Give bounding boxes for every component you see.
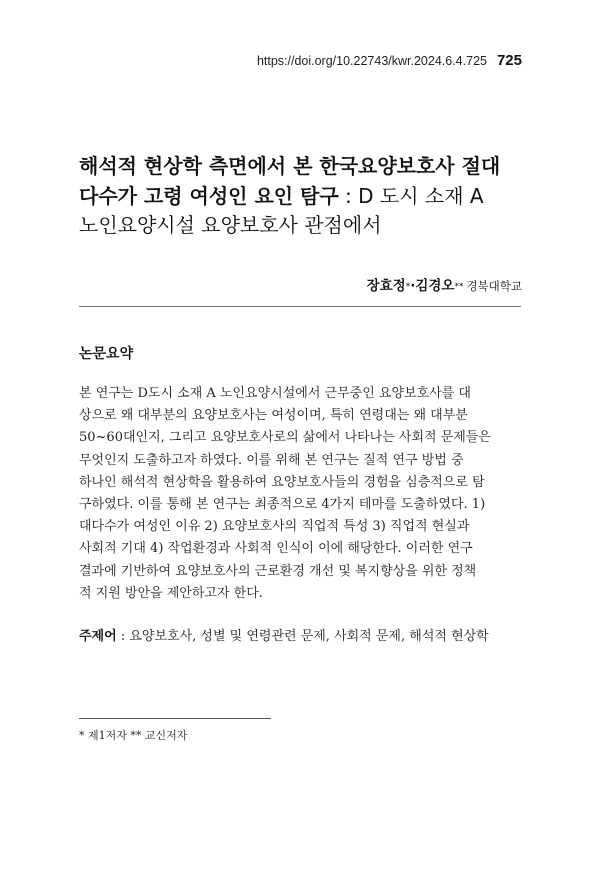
author-affiliation: 경북대학교 [466,279,522,293]
abstract-body [79,383,522,605]
author-separator: · [410,278,416,294]
keywords-text: : 요양보호사, 성별 및 연령관련 문제, 사회적 문제, 해석적 현상학 [116,629,489,644]
doi-link[interactable]: https://doi.org/10.22743/kwr.2024.6.4.725 [256,54,487,68]
abstract-line: 무엇인지 도출하고자 하였다. 이를 위해 본 연구는 질적 연구 방법 중 [79,452,464,468]
page-header [257,52,522,69]
abstract-line: 사회적 기대 4) 작업환경과 사회적 인식이 이에 해당한다. 이러한 연구 [79,541,473,557]
page-number: 725 [496,52,522,69]
subtitle-part-1: : D 도시 소재 A [338,183,484,208]
abstract-line: 본 연구는 D도시 소재 A 노인요양시설에서 근무중인 요양보호사를 대 [79,386,471,401]
footnote: * 제1저자 ** 교신저자 [79,729,188,742]
author-2-mark: ** [454,282,464,292]
abstract-line: 대다수가 여성인 이유 2) 요양보호사의 직업적 특성 3) 직업적 현실과 [79,519,470,535]
footnote-divider [79,718,271,719]
title-divider [79,306,521,307]
abstract-heading: 논문요약 [79,346,134,362]
author-1-mark: * [405,282,411,292]
abstract-line: 적 지원 방안을 제안하고자 한다. [79,585,263,601]
abstract-line: 50~60대인지, 그리고 요양보호사로의 삶에서 나타나는 사회적 문제들은 [79,430,491,446]
keywords-label: 주제어 [79,629,117,644]
keywords [79,625,522,644]
title-line-2: 다수가 고령 여성인 요인 탐구 [79,183,339,208]
abstract-line: 결과에 기반하여 요양보호사의 근로환경 개선 및 복지향상을 위한 정책 [79,563,477,579]
author-2-name: 김경오 [415,278,455,294]
abstract-line: 하나인 해석적 현상학을 활용하여 요양보호사들의 경험을 심층적으로 탐 [79,474,485,490]
paper-title [79,152,529,241]
title-line-1: 해석적 현상학 측면에서 본 한국요양보호사 절대 [79,154,501,178]
author-line [367,274,522,294]
abstract-line: 상으로 왜 대부분의 요양보호사는 여성이며, 특히 연령대는 왜 대부분 [79,408,468,424]
subtitle-part-2: 노인요양시설 요양보호사 관점에서 [79,213,382,237]
author-1-name: 장효정 [366,278,406,294]
abstract-line: 구하였다. 이를 통해 본 연구는 최종적으로 4가지 테마를 도출하였다. 1) [79,497,486,513]
